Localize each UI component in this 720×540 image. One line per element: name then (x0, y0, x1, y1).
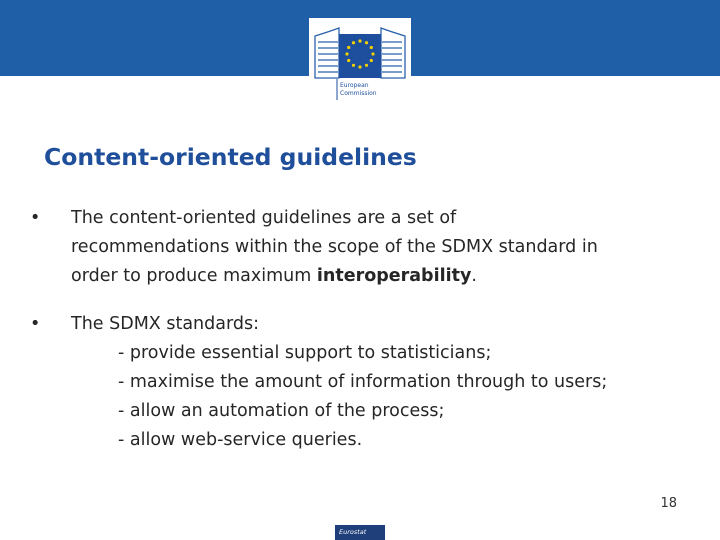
bullet1-emphasis: interoperability (316, 266, 472, 286)
logo-text-line1: European (340, 82, 369, 89)
bullet1-line3 (71, 262, 710, 291)
sub-item: - allow web-service queries. (118, 430, 363, 450)
logo-text-line2: Commission (340, 90, 377, 97)
bullet1-line2: recommendations within the scope of the SDMX standard in (71, 237, 598, 257)
sub-item: - allow an automation of the process; (118, 401, 445, 421)
eurostat-badge: Eurostat (335, 525, 385, 540)
bullet1-line3-pre: order to produce maximum (71, 266, 317, 286)
bullet2-line1: The SDMX standards: (71, 314, 259, 334)
bullet1-line1: The content-oriented guidelines are a set of (71, 208, 457, 228)
sub-item: - provide essential support to statisticians; (118, 343, 492, 363)
european-commission-logo (309, 18, 411, 102)
bullet-dot-icon: • (30, 314, 41, 334)
bullet-dot-icon: • (30, 208, 41, 228)
slide-title: Content-oriented guidelines (44, 143, 417, 171)
sub-item: - maximise the amount of information through to users; (118, 372, 608, 392)
bullet-item-sdmx-standards (30, 310, 710, 455)
bullet-item-guidelines (30, 204, 710, 291)
page-number: 18 (660, 496, 677, 511)
bullet1-line3-post: . (471, 266, 477, 286)
